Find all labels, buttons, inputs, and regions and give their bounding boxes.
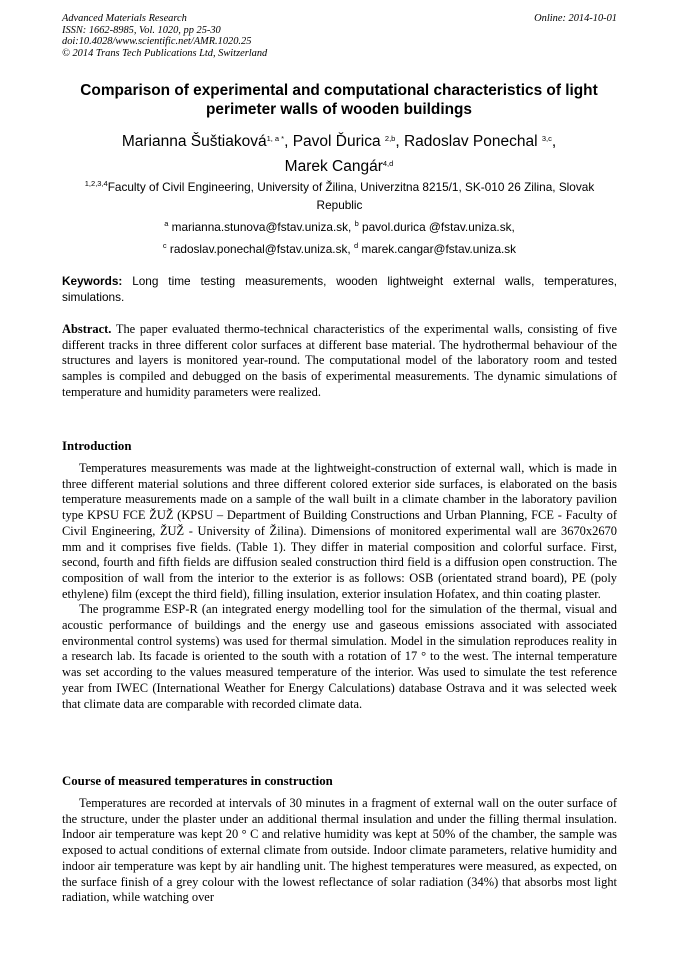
email-list (62, 217, 617, 261)
paragraph: The programme ESP-R (an integrated energy modelling tool for the simulation of the thermal, visual and acoustic performance of buildings and the energy use and gaseous emissions associated with associated environmental control systems) was used for thermal simulation. Model in the simulation reproduces reality in a research lab. Its facade is oriented to the south with a rotation of 17 ° to the west. The internal temperature was set according to the values measured temperature of the interior. Was used to simulate the test reference year from IWEC (International Weather for Energy Calculations) database Ostrava and it was selected week that climate data are comparable with recorded climate data. (62, 602, 617, 711)
journal-header (62, 13, 617, 59)
author-list: Marianna Šuštiaková$^{1, a *}$, Pavol Ďurica $^{2,b}$, Radoslav Ponechal $^{3,c}$, Marek Cangár$^{4,d}$ (121, 133, 557, 175)
email-marker: b (354, 219, 359, 228)
keywords-section (62, 273, 617, 305)
author-name: Marianna Šuštiaková (121, 133, 267, 150)
introduction-heading: Introduction (62, 439, 132, 453)
author-affil-marker: 4,d (382, 159, 394, 168)
course-body (62, 796, 617, 906)
email-link[interactable]: pavol.durica @fstav.uniza.sk, (362, 220, 515, 234)
issn-line: ISSN: 1662-8985, Vol. 1020, pp 25-30 (62, 24, 221, 36)
email-marker: c (162, 241, 167, 250)
course-heading: Course of measured temperatures in construction (62, 774, 333, 788)
email-marker: d (353, 241, 359, 250)
keywords-label: Keywords: (62, 274, 123, 288)
copyright-line: © 2014 Trans Tech Publications Ltd, Switzerland (62, 47, 268, 59)
email-link[interactable]: marek.cangar@fstav.uniza.sk (361, 242, 517, 256)
affiliation-marker: 1,2,3,4 (84, 179, 108, 188)
paragraph: Temperatures are recorded at intervals of 30 minutes in a fragment of external wall on the outer surface of the structure, under the plaster under an additional thermal insulation and under the filling thermal insulation. Indoor air temperature was kept 20 ° C and relative humidity was kept at 50% of the chamber, the sample was exposed to actual conditions of external climate from outside. Indoor climate parameters, relative humidity and indoor air temperature was kept by air handling unit. The highest temperatures were measured, as expected, on the surface finish of a grey colour with the lowest reflectance of solar radiation (34%) that absorbs most light radiation, while watching over (62, 796, 617, 905)
abstract-section (62, 322, 617, 401)
author-affil-marker: 1, a * (266, 134, 285, 143)
author-affil-marker: 2,b (384, 134, 396, 143)
journal-name: Advanced Materials Research (62, 13, 187, 24)
email-link[interactable]: radoslav.ponechal@fstav.uniza.sk, (169, 242, 351, 256)
abstract-text: The paper evaluated thermo-technical characteristics of the experimental walls, consisting of five different tracks in three different color surfaces at different base material. The hydrothermal behaviour of the structures and layers is monitored year-round. The computational model of the laboratory room and tested samples is compiled and debugged on the basis of experimental measurements. The dynamic simulations of temperature and humidity parameters were realized. (62, 322, 618, 399)
doi-line: doi:10.4028/www.scientific.net/AMR.1020.25 (62, 36, 252, 48)
author-name: Radoslav Ponechal (403, 133, 538, 150)
introduction-body (62, 461, 617, 712)
paragraph: Temperatures measurements was made at the lightweight-construction of external wall, which is made in three different material solutions and three different colored exterior side surfaces, is elaborated on the basis temperature measurements made on a sample of the wall built in a climate chamber in the laboratory pavilion type KPSU FCE ŽUŽ (KPSU – Department of Building Constructions and Urban Planning, FCE - Faculty of Civil Engineering, ŽUŽ - University of Žilina). Dimensions of monitored experimental wall are 3670x2670 mm and it comprises five fields. (Table 1). They differ in material composition and colorful surface. First, second, fourth and fifth fields are diffusion sealed construction third field is a diffusion open construction. The composition of wall from the interior to the exterior is as follows: OSB (orientated strand board), PE (poly ethylene) film (except the third field), filling insulation, exterior insulation Hofatex, and thin coating plaster. (62, 461, 617, 601)
keywords-text: Long time testing measurements, wooden lightweight external walls, temperatures, simulations. (62, 274, 618, 304)
author-affil-marker: 3,c (541, 134, 552, 143)
email-link[interactable]: marianna.stunova@fstav.uniza.sk, (171, 220, 352, 234)
author-name: Marek Cangár (284, 158, 383, 175)
abstract-label: Abstract. (62, 322, 112, 336)
affiliation (62, 179, 617, 213)
paper-title: Comparison of experimental and computational characteristics of light perimeter walls of wooden buildings (80, 82, 598, 118)
email-marker: a (164, 219, 169, 228)
affiliation-text: Faculty of Civil Engineering, University of Žilina, Univerzitna 8215/1, SK-010 26 Zilina, Slovak Republic (107, 180, 595, 212)
author-name: Pavol Ďurica (292, 133, 381, 150)
online-date: Online: 2014-10-01 (534, 13, 617, 24)
